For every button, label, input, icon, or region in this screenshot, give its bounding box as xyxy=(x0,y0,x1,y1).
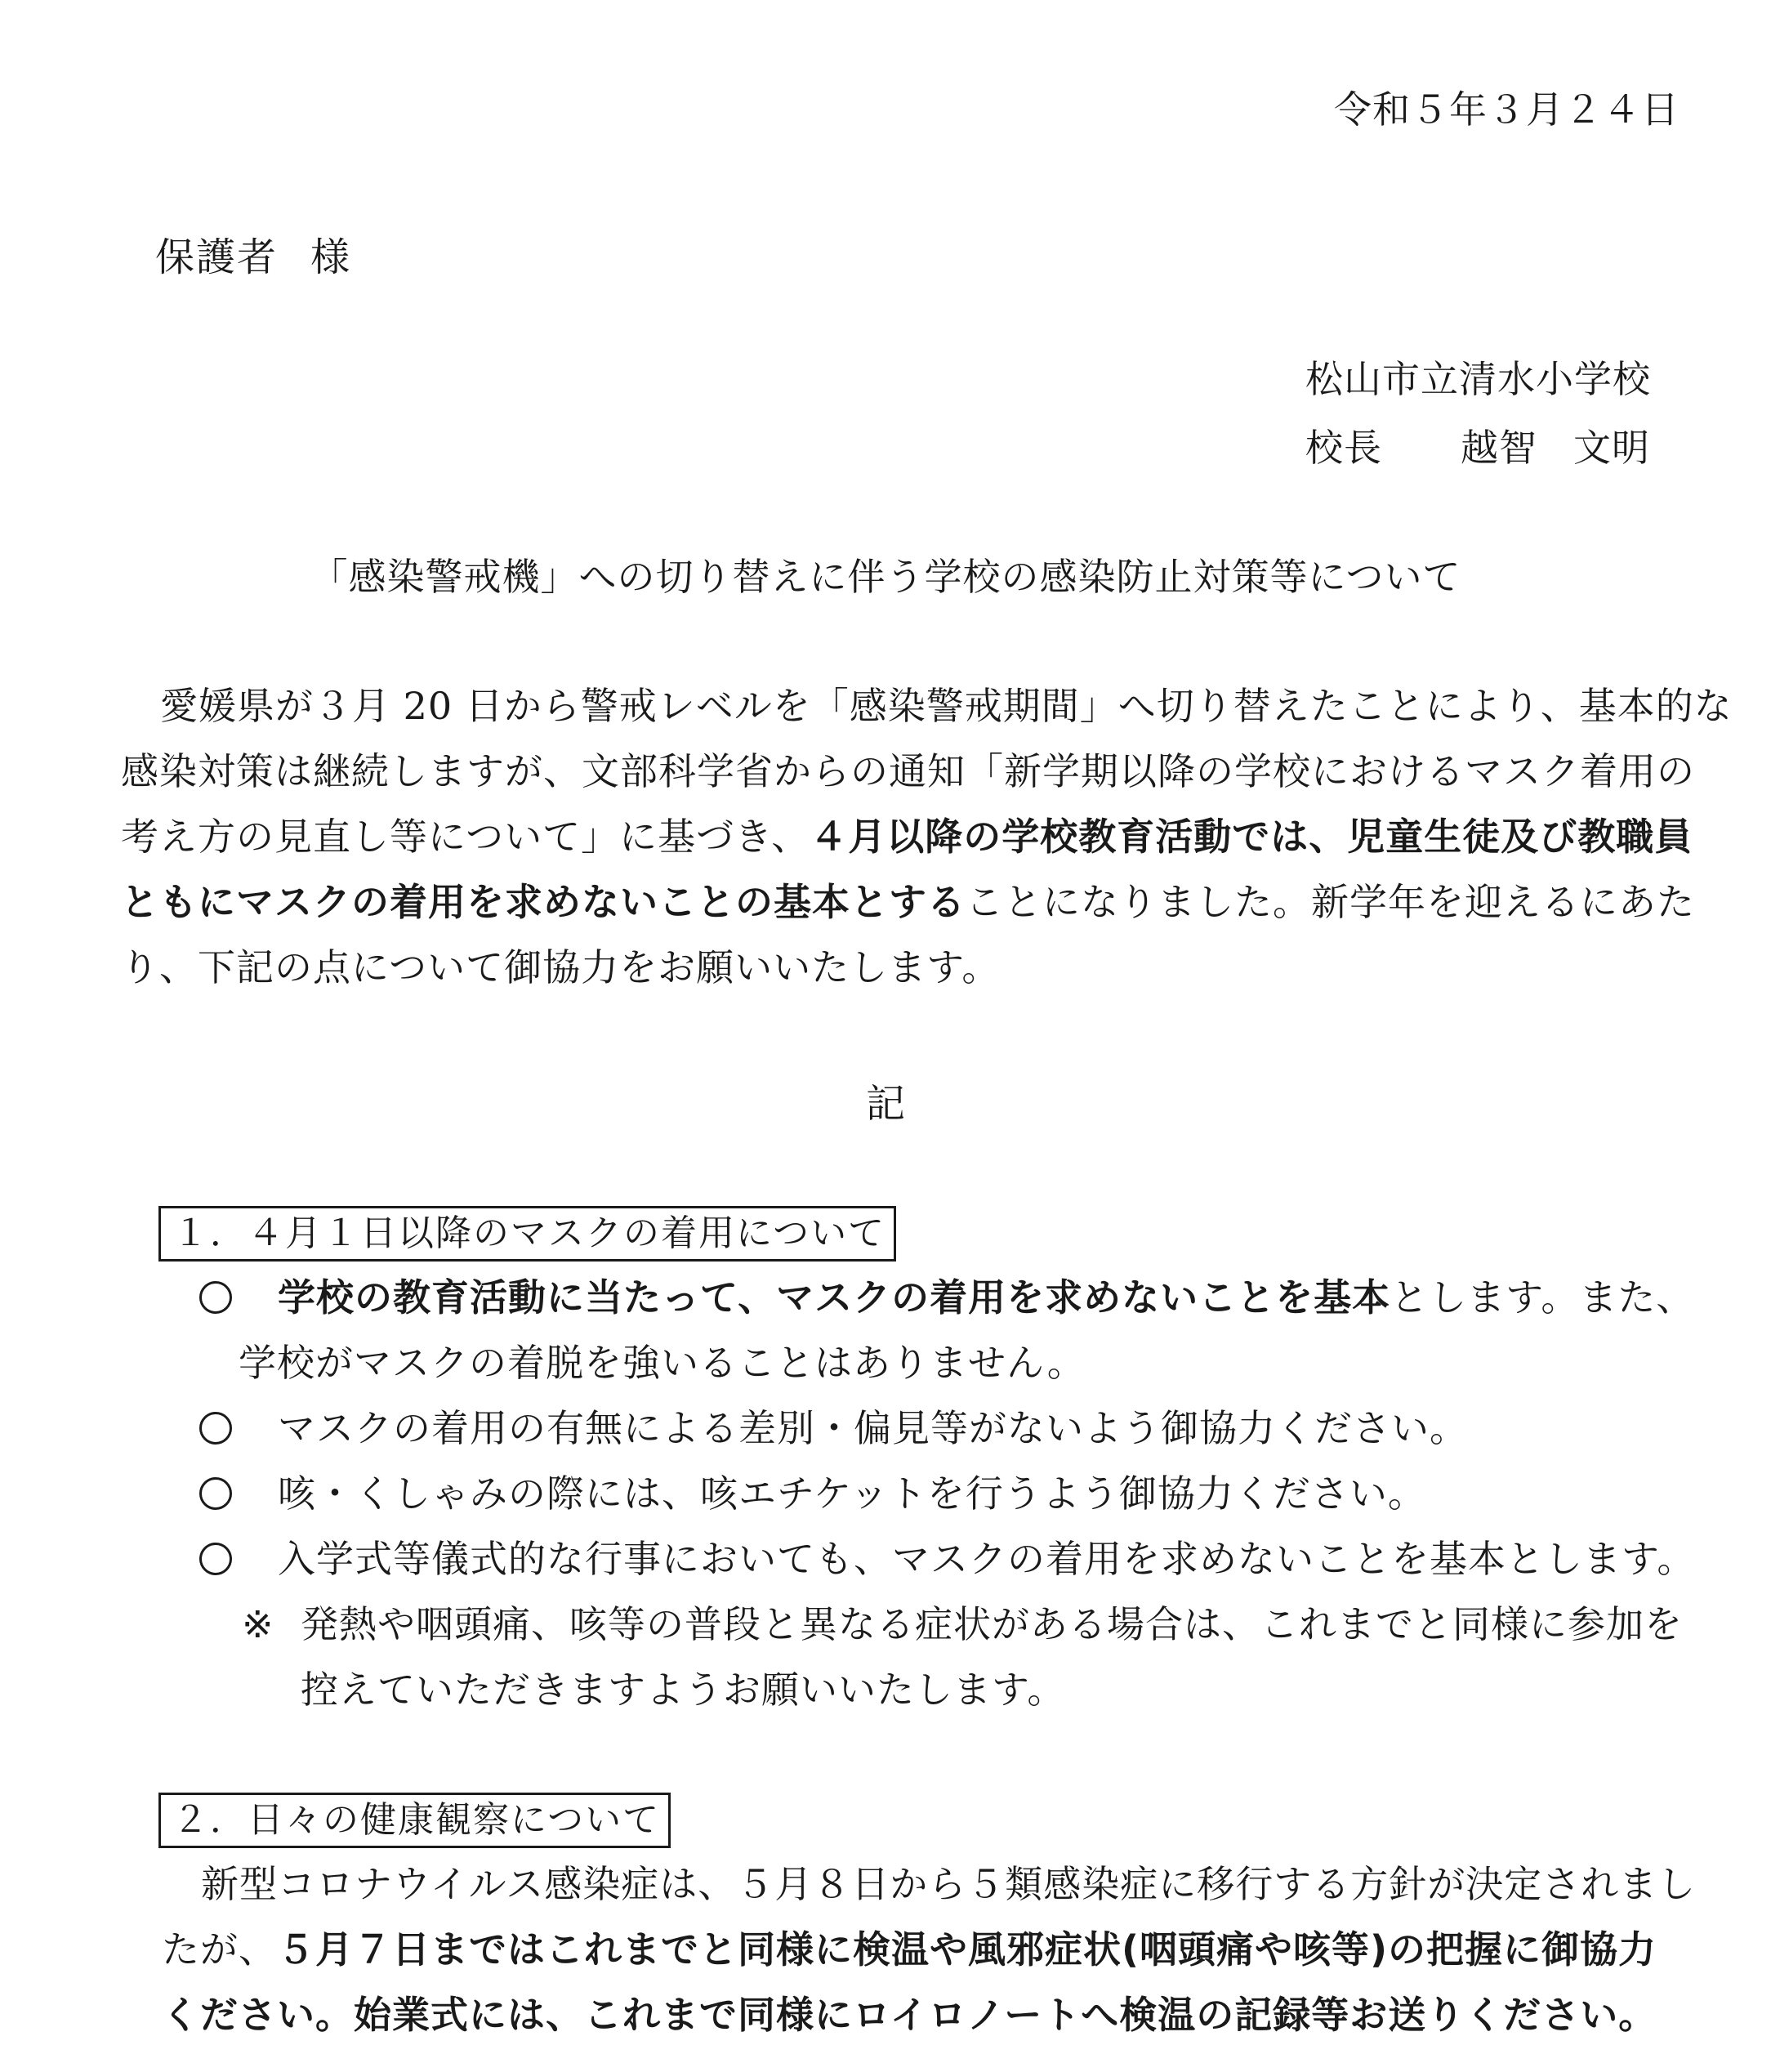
bullet-4 xyxy=(199,1526,1695,1592)
bullet-1-text: とします。また、 xyxy=(1390,1275,1695,1320)
document-date: 令和５年３月２４日 xyxy=(1334,87,1680,132)
bullet-1 xyxy=(199,1265,1694,1330)
sender-principal xyxy=(1305,413,1651,482)
section-2-heading: ２．日々の健康観察について xyxy=(158,1793,671,1848)
bullet-3-text: 咳・くしゃみの際には、咳エチケットを行うよう御協力ください。 xyxy=(278,1471,1426,1516)
bullet-2 xyxy=(199,1395,1468,1461)
intro-line-3-text: 考え方の見直し等について」に基づき、 xyxy=(121,815,810,859)
intro-line-2: 感染対策は継続しますが、文部科学省からの通知「新学期以降の学校におけるマスク着用の xyxy=(121,749,1695,793)
addressee-name: 保護者 xyxy=(155,234,279,280)
section-2-line-2 xyxy=(162,1917,1657,1982)
bullet-4-text: 入学式等儀式的な行事においても、マスクの着用を求めないことを基本とします。 xyxy=(278,1537,1696,1581)
circle-bullet-icon xyxy=(199,1412,232,1445)
bullet-3 xyxy=(199,1461,1426,1526)
note-mark: ※ xyxy=(242,1602,274,1646)
bullet-1-emphasis: 学校の教育活動に当たって、マスクの着用を求めないことを基本 xyxy=(278,1275,1391,1320)
sender-family-name: 越智 xyxy=(1461,426,1537,470)
intro-line-3 xyxy=(121,804,1693,869)
circle-bullet-icon xyxy=(199,1281,232,1314)
sender-position: 校長 xyxy=(1305,426,1382,470)
sender-school: 松山市立清水小学校 xyxy=(1305,357,1651,401)
ki-heading: 記 xyxy=(865,1081,905,1127)
section-1-heading: １．４月１日以降のマスクの着用について xyxy=(158,1206,896,1262)
section-2-line-2-emphasis: ５月７日まではこれまでと同様に検温や風邪症状(咽頭痛や咳等)の把握に御協力 xyxy=(277,1927,1657,1972)
intro-line-5: り、下記の点について御協力をお願いいたします。 xyxy=(121,945,1001,989)
intro-line-4 xyxy=(121,869,1695,935)
intro-line-1: 愛媛県が３月 20 日から警戒レベルを「感染警戒期間」へ切り替えたことにより、基本的な xyxy=(160,684,1733,728)
section-2-line-3: ください。始業式には、これまで同様にロイロノートへ検温の記録等お送りください。 xyxy=(162,1993,1657,2037)
intro-line-4-emphasis: ともにマスクの着用を求めないことの基本とする xyxy=(121,880,966,924)
section-2-line-1: 新型コロナウイルス感染症は、５月８日から５類感染症に移行する方針が決定されまし xyxy=(201,1862,1697,1906)
sender-given-name: 文明 xyxy=(1573,426,1650,470)
section-2-line-2-text: たが、 xyxy=(162,1927,277,1972)
addressee xyxy=(155,226,351,282)
note-line-2: 控えていただきますようお願いいたします。 xyxy=(301,1668,1066,1712)
intro-line-4-text: ことになりました。新学年を迎えるにあた xyxy=(966,880,1695,924)
circle-bullet-icon xyxy=(199,1477,232,1510)
addressee-honorific: 様 xyxy=(310,234,352,280)
circle-bullet-icon xyxy=(199,1543,232,1575)
note-line-1 xyxy=(199,1592,1683,1657)
sender-block xyxy=(1305,345,1651,482)
bullet-1-continuation: 学校がマスクの着脱を強いることはありません。 xyxy=(239,1341,1086,1385)
note-line-1-text: 発熱や咽頭痛、咳等の普段と異なる症状がある場合は、これまでと同様に参加を xyxy=(301,1602,1683,1646)
intro-line-3-emphasis: ４月以降の学校教育活動では、児童生徒及び教職員 xyxy=(810,815,1693,859)
document-title: 「感染警戒機」への切り替えに伴う学校の感染防止対策等について xyxy=(310,555,1461,599)
bullet-2-text: マスクの着用の有無による差別・偏見等がないよう御協力ください。 xyxy=(278,1406,1468,1450)
